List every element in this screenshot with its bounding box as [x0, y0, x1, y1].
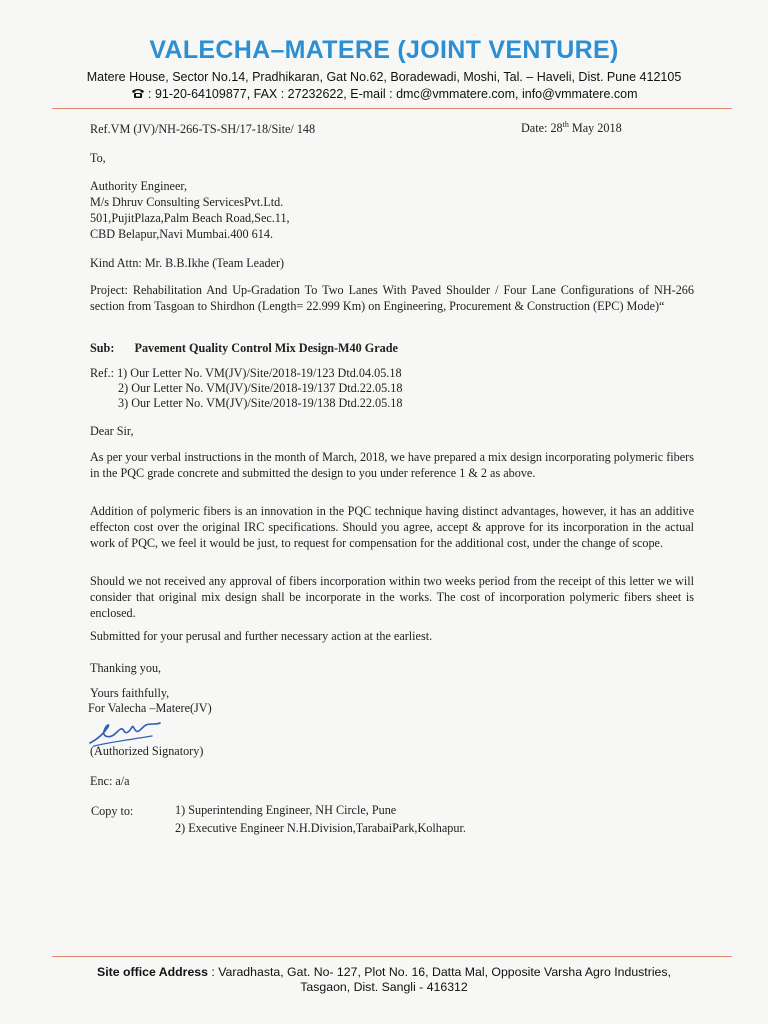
- reference-list: [90, 366, 402, 381]
- contact-details: : 91-20-64109877, FAX : 27232622, E-mail : dmc@vmmatere.com, info@vmmatere.com: [148, 87, 638, 101]
- telephone-icon: [131, 87, 148, 101]
- date-suffix-sup: th: [562, 120, 569, 129]
- body-paragraph: As per your verbal instructions in the month of March, 2018, we have prepared a mix design incorporating polymeric fibers in the PQC grade concrete and submitted the design to you under reference 1 & 2 as above.: [90, 450, 694, 480]
- salutation: Dear Sir,: [90, 424, 134, 438]
- site-office-label: Site office Address: [97, 965, 208, 979]
- subject-label: Sub:: [90, 341, 115, 355]
- references-label: Ref.:: [90, 366, 115, 380]
- subject-text: Pavement Quality Control Mix Design-M40 Grade: [134, 341, 398, 355]
- date-suffix: May 2018: [568, 121, 622, 136]
- company-contact: [0, 87, 768, 101]
- body-paragraph: Addition of polymeric fibers is an innovation in the PQC technique having distinct advantages, however, it has an additive effecton cost over the original IRC specifications. Should you agree, accept & approve for its incorporation in the actual work of PQC, we feel it would be just, to request for compensation for the additional cost, under the change of scope.: [90, 504, 694, 550]
- authorized-signatory: (Authorized Signatory): [90, 744, 204, 758]
- company-address: Matere House, Sector No.14, Pradhikaran, Gat No.62, Boradewadi, Moshi, Tal. – Haveli, Dist. Pune 412105: [86, 70, 682, 84]
- thanking-line: Thanking you,: [90, 661, 162, 675]
- recipient-line: Authority Engineer,: [90, 179, 187, 193]
- subject-line: [90, 341, 398, 356]
- date-prefix: Date: 28: [521, 121, 563, 136]
- kind-attention: Kind Attn: Mr. B.B.Ikhe (Team Leader): [90, 256, 285, 270]
- copy-to-label: Copy to:: [91, 804, 134, 818]
- to-line: To,: [90, 151, 106, 165]
- reference-item: 3) Our Letter No. VM(JV)/Site/2018-19/138 Dtd.22.05.18: [118, 396, 403, 410]
- recipient-line: 501,PujitPlaza,Palm Beach Road,Sec.11,: [90, 211, 290, 225]
- site-office-address: [60, 965, 708, 979]
- site-office-line2: Tasgaon, Dist. Sangli - 416312: [300, 980, 468, 994]
- reference-item: 1) Our Letter No. VM(JV)/Site/2018-19/123 Dtd.04.05.18: [117, 366, 402, 380]
- reference-item: 2) Our Letter No. VM(JV)/Site/2018-19/137 Dtd.22.05.18: [118, 381, 403, 395]
- letter-date: [521, 120, 622, 136]
- yours-faithfully: Yours faithfully,: [90, 686, 170, 700]
- recipient-line: CBD Belapur,Navi Mumbai.400 614.: [90, 227, 273, 241]
- copy-to-item: 1) Superintending Engineer, NH Circle, Pune: [175, 803, 397, 817]
- for-company: For Valecha –Matere(JV): [88, 701, 212, 715]
- project-description: Project: Rehabilitation And Up-Gradation To Two Lanes With Paved Shoulder / Four Lane Configurations of NH-266 section from Tasgoan to Shirdhon (Length= 22.999 Km) on Engineering, Procurement & Construction (EPC) Mode)“: [90, 283, 694, 313]
- site-office-line1: : Varadhasta, Gat. No- 127, Plot No. 16, Datta Mal, Opposite Varsha Agro Industries,: [207, 965, 671, 979]
- body-paragraph: Submitted for your perusal and further necessary action at the earliest.: [90, 629, 433, 643]
- header-rule: [52, 108, 732, 109]
- reference-number: Ref.VM (JV)/NH-266-TS-SH/17-18/Site/ 148: [90, 122, 316, 136]
- company-name: VALECHA–MATERE (JOINT VENTURE): [149, 36, 619, 64]
- recipient-line: M/s Dhruv Consulting ServicesPvt.Ltd.: [90, 195, 284, 209]
- copy-to-item: 2) Executive Engineer N.H.Division,TarabaiPark,Kolhapur.: [175, 821, 466, 835]
- enclosure: Enc: a/a: [90, 774, 130, 788]
- footer-rule: [52, 956, 732, 957]
- body-paragraph: Should we not received any approval of fibers incorporation within two weeks period from the receipt of this letter we will consider that original mix design shall be incorporate in the works. The cost of incorporation polymeric fibers sheet is enclosed.: [90, 574, 694, 620]
